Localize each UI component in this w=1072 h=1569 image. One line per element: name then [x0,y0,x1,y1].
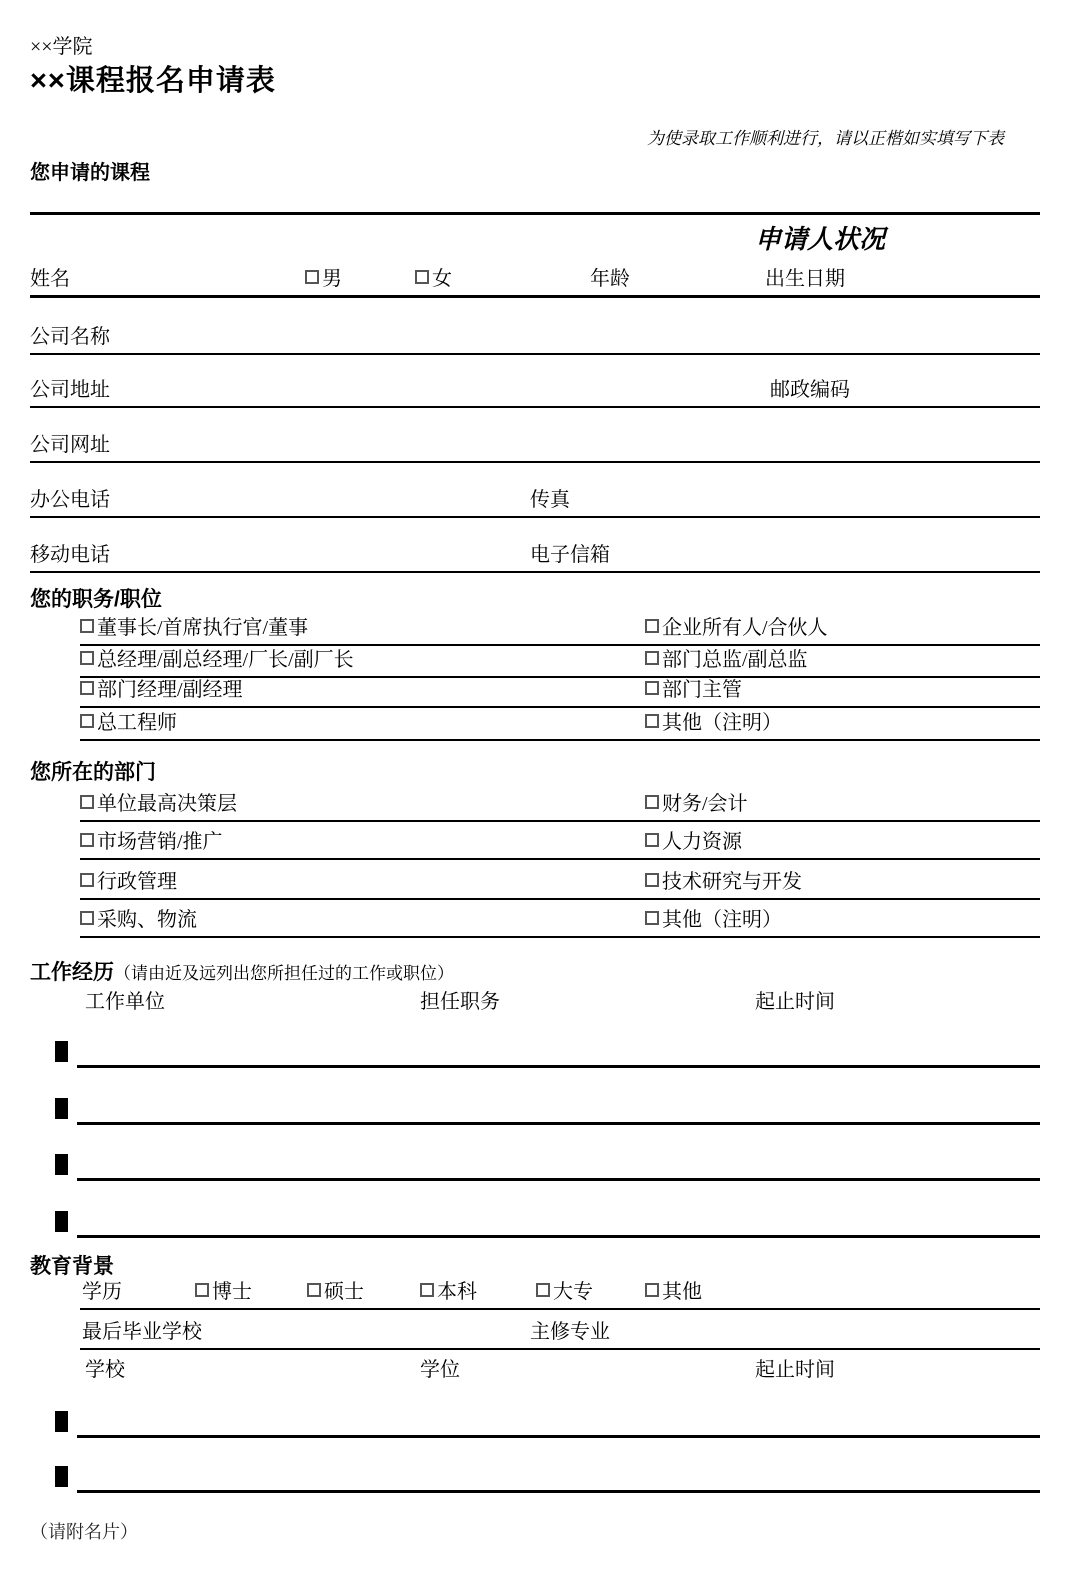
education-entry-row-1[interactable] [77,1459,1040,1493]
degree-master-checkbox[interactable] [307,1283,321,1297]
position-0-right-label: 企业所有人/合伙人 [662,617,828,639]
male-checkbox[interactable] [305,270,319,284]
office-phone-field-row[interactable] [30,482,1040,518]
work-col-duration: 起止时间 [755,991,835,1013]
work-col-position: 担任职务 [420,991,500,1013]
email-label: 电子信箱 [530,544,610,566]
female-label: 女 [432,268,452,290]
department-row-3 [80,906,1040,938]
department-0-left-checkbox[interactable] [80,795,94,809]
department-option [80,787,237,816]
postal-code-label: 邮政编码 [770,379,850,401]
work-col-company: 工作单位 [85,991,165,1013]
department-2-left-checkbox[interactable] [80,873,94,887]
education-col-school: 学校 [85,1359,125,1381]
section-divider-line [30,212,1040,215]
department-2-right-checkbox[interactable] [645,873,659,887]
education-entry-row-0[interactable] [77,1404,1040,1438]
department-1-left-checkbox[interactable] [80,833,94,847]
department-option [80,825,223,854]
degree-doctor-label: 博士 [212,1281,252,1303]
work-title-text: 工作经历 [30,961,114,984]
last-school-label: 最后毕业学校 [82,1321,202,1343]
position-option [80,643,354,672]
position-3-left-label: 总工程师 [97,712,177,734]
position-row-0 [80,614,1040,646]
company-address-label: 公司地址 [30,379,110,401]
department-2-left-label: 行政管理 [97,871,177,893]
degree-option-master [307,1275,364,1304]
degree-field-row[interactable] [80,1278,1040,1310]
position-1-right-label: 部门总监/副总监 [662,649,808,671]
degree-label: 学历 [82,1281,122,1303]
bullet-square-icon [55,1211,68,1232]
department-row-1 [80,828,1040,860]
course-applied-label: 您申请的课程 [30,162,150,184]
department-option [645,787,748,816]
name-label: 姓名 [30,268,70,290]
degree-other-label: 其他 [662,1281,702,1303]
major-label: 主修专业 [530,1321,610,1343]
office-phone-label: 办公电话 [30,489,110,511]
department-row-2 [80,868,1040,900]
degree-bachelor-label: 本科 [437,1281,477,1303]
position-option [80,673,243,702]
position-option [645,611,828,640]
male-label: 男 [322,268,342,290]
company-website-field-row[interactable] [30,427,1040,463]
position-2-right-checkbox[interactable] [645,681,659,695]
degree-college-checkbox[interactable] [536,1283,550,1297]
department-3-right-label: 其他（注明） [662,909,782,931]
form-title: ××课程报名申请表 [30,65,276,97]
age-label: 年龄 [590,268,630,290]
position-2-right-label: 部门主管 [662,679,742,701]
position-row-2 [80,676,1040,708]
department-option [80,903,197,932]
bullet-square-icon [55,1098,68,1119]
position-option [80,706,177,735]
position-2-left-checkbox[interactable] [80,681,94,695]
department-option [645,865,802,894]
position-3-left-checkbox[interactable] [80,714,94,728]
position-1-left-checkbox[interactable] [80,651,94,665]
position-section-title: 您的职务/职位 [30,588,162,611]
department-row-0 [80,790,1040,822]
position-option [80,611,308,640]
mobile-phone-label: 移动电话 [30,544,110,566]
gender-female-option [415,262,452,291]
work-entry-row-2[interactable] [77,1147,1040,1181]
position-2-left-label: 部门经理/副经理 [97,679,243,701]
degree-other-checkbox[interactable] [645,1283,659,1297]
degree-doctor-checkbox[interactable] [195,1283,209,1297]
degree-option-college [536,1275,593,1304]
degree-option-other [645,1275,702,1304]
position-0-left-label: 董事长/首席执行官/董事 [97,617,309,639]
name-field-row[interactable] [30,260,1040,298]
gender-male-option [305,262,342,291]
bullet-square-icon [55,1041,68,1062]
birth-date-label: 出生日期 [765,268,845,290]
work-columns-row [30,988,1040,1014]
position-option [645,673,742,702]
department-0-right-label: 财务/会计 [662,793,748,815]
fill-instruction-note: 为使录取工作顺利进行，请以正楷如实填写下表 [647,129,1004,148]
degree-option-doctor [195,1275,252,1304]
education-col-duration: 起止时间 [755,1359,835,1381]
female-checkbox[interactable] [415,270,429,284]
work-entry-row-0[interactable] [77,1034,1040,1068]
department-2-right-label: 技术研究与开发 [662,871,802,893]
position-row-3 [80,709,1040,741]
department-option [80,865,177,894]
education-columns-row [30,1356,1040,1382]
department-option [645,825,742,854]
bullet-square-icon [55,1466,68,1487]
position-option [645,706,782,735]
department-0-right-checkbox[interactable] [645,795,659,809]
department-1-right-checkbox[interactable] [645,833,659,847]
work-section-title [30,956,454,986]
position-1-right-checkbox[interactable] [645,651,659,665]
degree-option-bachelor [420,1275,477,1304]
last-school-field-row[interactable] [80,1318,1040,1350]
bullet-square-icon [55,1411,68,1432]
department-3-right-checkbox[interactable] [645,911,659,925]
position-option [645,643,808,672]
education-col-degree: 学位 [420,1359,460,1381]
degree-master-label: 硕士 [324,1281,364,1303]
bullet-square-icon [55,1154,68,1175]
applicant-status-heading: 申请人状况 [755,225,886,254]
company-name-label: 公司名称 [30,326,110,348]
organization-name: ××学院 [30,36,93,58]
company-name-field-row[interactable] [30,319,1040,355]
department-1-right-label: 人力资源 [662,831,742,853]
position-3-right-label: 其他（注明） [662,712,782,734]
education-section-title: 教育背景 [30,1255,114,1278]
position-0-left-checkbox[interactable] [80,619,94,633]
attach-business-card-note: （请附名片） [30,1522,138,1542]
mobile-phone-field-row[interactable] [30,537,1040,573]
position-0-right-checkbox[interactable] [645,619,659,633]
department-0-left-label: 单位最高决策层 [97,793,237,815]
work-subtitle-text: （请由近及远列出您所担任过的工作或职位） [114,964,454,983]
position-1-left-label: 总经理/副总经理/厂长/副厂长 [97,649,354,671]
position-3-right-checkbox[interactable] [645,714,659,728]
work-entry-row-1[interactable] [77,1091,1040,1125]
department-3-left-checkbox[interactable] [80,911,94,925]
degree-bachelor-checkbox[interactable] [420,1283,434,1297]
department-section-title: 您所在的部门 [30,761,156,784]
department-1-left-label: 市场营销/推广 [97,831,223,853]
department-3-left-label: 采购、物流 [97,909,197,931]
department-option [645,903,782,932]
company-website-label: 公司网址 [30,434,110,456]
company-address-field-row[interactable] [30,372,1040,408]
fax-label: 传真 [530,489,570,511]
degree-college-label: 大专 [553,1281,593,1303]
work-entry-row-3[interactable] [77,1204,1040,1238]
